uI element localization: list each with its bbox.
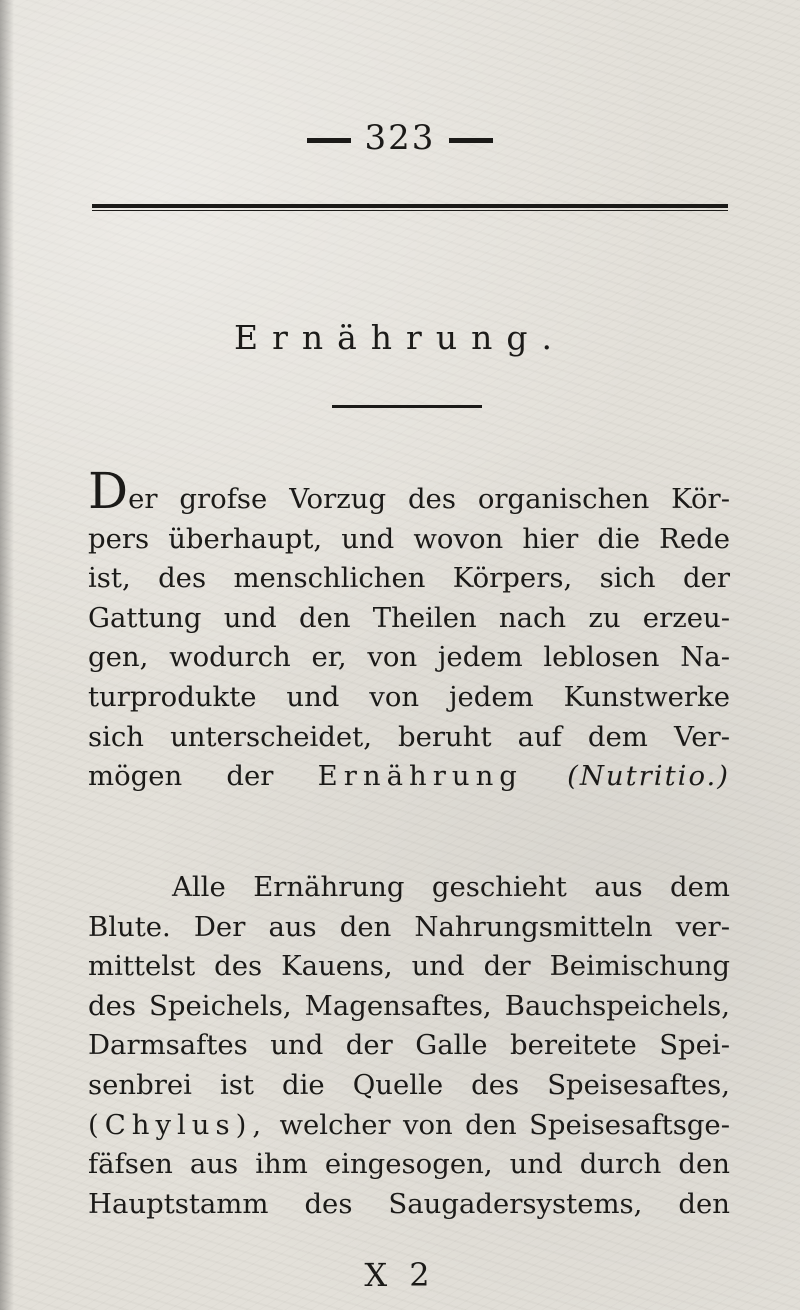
text-line <box>88 462 730 520</box>
title-rule <box>332 405 482 408</box>
text-line: ist, des menschlichen Körpers, sich der <box>88 562 730 595</box>
paragraph-2 <box>88 868 730 1224</box>
text-line-content: er grofse Vorzug des organischen Kör- <box>128 483 730 515</box>
text-line: Gattung und den Theilen nach zu erzeu- <box>88 601 730 634</box>
header-rule-thick <box>92 204 728 208</box>
signature-mark: X 2 <box>364 1256 436 1294</box>
text-line: mittelst des Kauens, und der Beimischung <box>88 950 730 983</box>
page-header <box>0 118 800 158</box>
header-rule-thin <box>92 210 728 211</box>
text-line: sich unterscheidet, beruht auf dem Ver- <box>88 720 730 753</box>
text-line <box>88 1106 730 1146</box>
section-title: Ernährung. <box>234 318 566 357</box>
header-dash-right <box>449 138 493 143</box>
text-line: turprodukte und von jedem Kunstwerke <box>88 680 730 713</box>
drop-capital: D <box>88 462 129 520</box>
text-line: Hauptstamm des Saugadersystems, den <box>88 1187 730 1220</box>
text-line <box>88 757 730 797</box>
text-line: gen, wodurch er, von jedem leblosen Na- <box>88 641 730 674</box>
header-dash-left <box>307 138 351 143</box>
text-segment: mögen der <box>88 760 318 793</box>
latin-term: (Nutritio.) <box>567 760 730 793</box>
page-number: 323 <box>364 118 436 158</box>
text-line: des Speichels, Magensaftes, Bauchspeichels, <box>88 989 730 1022</box>
page-edge-shadow <box>0 0 14 1310</box>
text-line: fäfsen aus ihm eingesogen, und durch den <box>88 1148 730 1181</box>
text-line: Darmsaftes und der Galle bereitete Spei- <box>88 1029 730 1062</box>
paragraph-1 <box>88 462 730 797</box>
text-line: Alle Ernährung geschieht aus dem <box>172 871 730 903</box>
text-line: Blute. Der aus den Nahrungsmitteln ver- <box>88 910 730 943</box>
text-line: pers überhaupt, und wovon hier die Rede <box>88 522 730 555</box>
text-segment: welcher von den Speisesaftsge- <box>267 1108 730 1141</box>
text-line: senbrei ist die Quelle des Speisesaftes, <box>88 1068 730 1101</box>
spaced-term: (Chylus), <box>88 1108 268 1141</box>
spaced-term: Ernährung <box>317 760 523 793</box>
